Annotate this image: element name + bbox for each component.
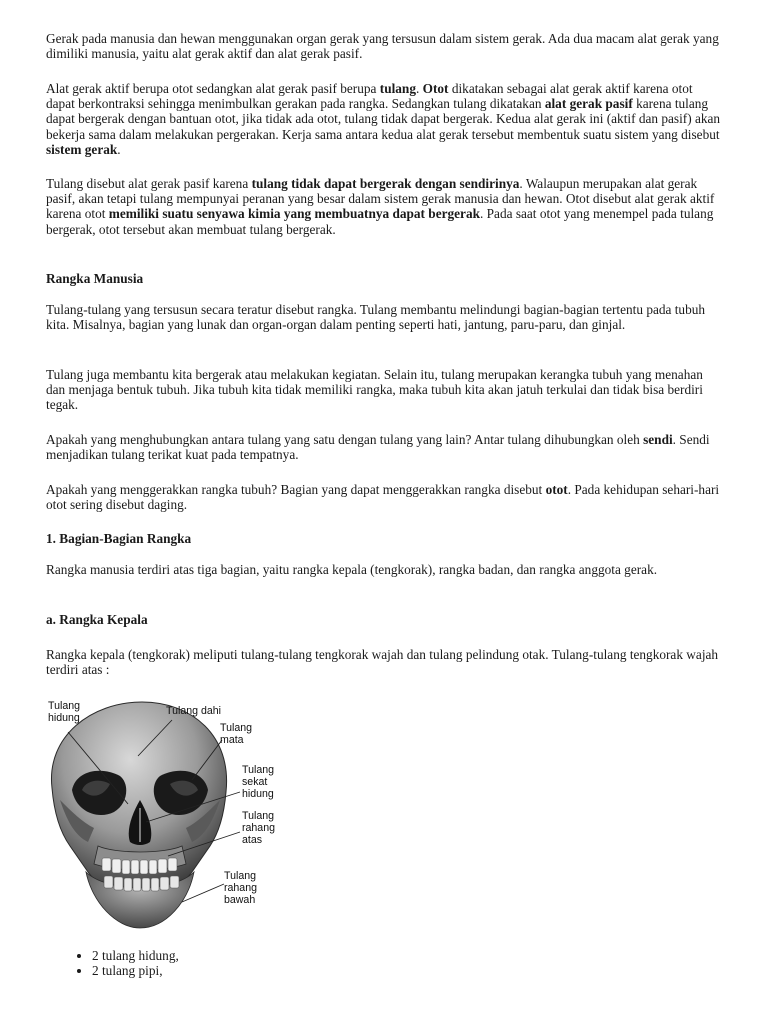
paragraph-intro: Gerak pada manusia dan hewan menggunakan organ gerak yang tersusun dalam sistem gerak. Ada dua macam alat gerak yang dimiliki manusia, yaitu alat gerak aktif dan alat gerak pasif.	[46, 31, 719, 62]
list-item: • 2 tulang hidung,	[92, 948, 492, 963]
label-tulang-rahang-atas: Tulang rahang atas	[242, 810, 275, 846]
heading-bagian-rangka: 1. Bagian-Bagian Rangka	[46, 531, 192, 546]
heading-rangka-kepala: a. Rangka Kepala	[46, 612, 148, 627]
paragraph-tulang-membantu: Tulang juga membantu kita bergerak atau melakukan kegiatan. Selain itu, tulang merupakan kerangka tubuh yang menahan dan menjaga bentuk tubuh. Jika tubuh kita tidak memiliki rangka, maka tubuh kita akan jatuh terkulai dan tidak bisa berdiri tegak.	[46, 367, 703, 413]
label-tulang-rahang-bawah: Tulang rahang bawah	[224, 870, 257, 906]
paragraph-tengkorak: Rangka kepala (tengkorak) meliputi tulang-tulang tengkorak wajah dan tulang pelindung otak. Tulang-tulang tengkorak wajah terdiri atas :	[46, 647, 719, 678]
label-tulang-hidung: Tulang hidung	[48, 700, 80, 724]
label-tulang-mata: Tulang mata	[220, 722, 252, 746]
skull-figure	[42, 696, 292, 936]
heading-rangka-manusia: Rangka Manusia	[46, 271, 144, 286]
bullet-list	[46, 948, 492, 979]
paragraph-tulang-pasif: Tulang disebut alat gerak pasif karena tulang tidak dapat bergerak dengan sendirinya. Walaupun merupakan alat gerak pasif, akan tetapi tulang mempunyai peranan yang besar dalam sistem gerak manusia dan hewan. Otot disebut alat gerak aktif karena otot memiliki suatu senyawa kimia yang membuatnya dapat bergerak. Pada saat otot yang menempel pada tulang bergerak, otot tersebut akan membuat tulang bergerak.	[46, 176, 715, 237]
list-item: • 2 tulang pipi,	[92, 963, 492, 978]
label-tulang-dahi: Tulang dahi	[166, 705, 221, 717]
paragraph-alat-gerak: Alat gerak aktif berupa otot sedangkan alat gerak pasif berupa tulang. Otot dikatakan sebagai alat gerak aktif karena otot dapat berkontraksi sehingga menimbulkan gerakan pada rangka. Sedangkan tulang dikatakan alat gerak pasif karena tulang dapat bergerak dengan bantuan otot, jika tidak ada otot, tulang tidak dapat bergerak. Kedua alat gerak ini (aktif dan pasif) akan bekerja sama dalam melakukan pergerakan. Kerja sama antara kedua alat gerak tersebut membentuk suatu sistem yang disebut sistem gerak.	[46, 81, 721, 157]
paragraph-otot: Apakah yang menggerakkan rangka tubuh? Bagian yang dapat menggerakkan rangka disebut otot. Pada kehidupan sehari-hari otot sering disebut daging.	[46, 482, 720, 513]
paragraph-rangka: Tulang-tulang yang tersusun secara teratur disebut rangka. Tulang membantu melindungi bagian-bagian tertentu pada tubuh kita. Misalnya, bagian yang lunak dan organ-organ dalam penting seperti hati, jantung, paru-paru, dan ginjal.	[46, 302, 706, 333]
paragraph-sendi: Apakah yang menghubungkan antara tulang yang satu dengan tulang yang lain? Antar tulang dihubungkan oleh sendi. Sendi menjadikan tulang terikat kuat pada tempatnya.	[46, 432, 710, 463]
label-tulang-sekat-hidung: Tulang sekat hidung	[242, 764, 274, 800]
paragraph-tiga-bagian: Rangka manusia terdiri atas tiga bagian, yaitu rangka kepala (tengkorak), rangka badan, dan rangka anggota gerak.	[46, 562, 658, 577]
